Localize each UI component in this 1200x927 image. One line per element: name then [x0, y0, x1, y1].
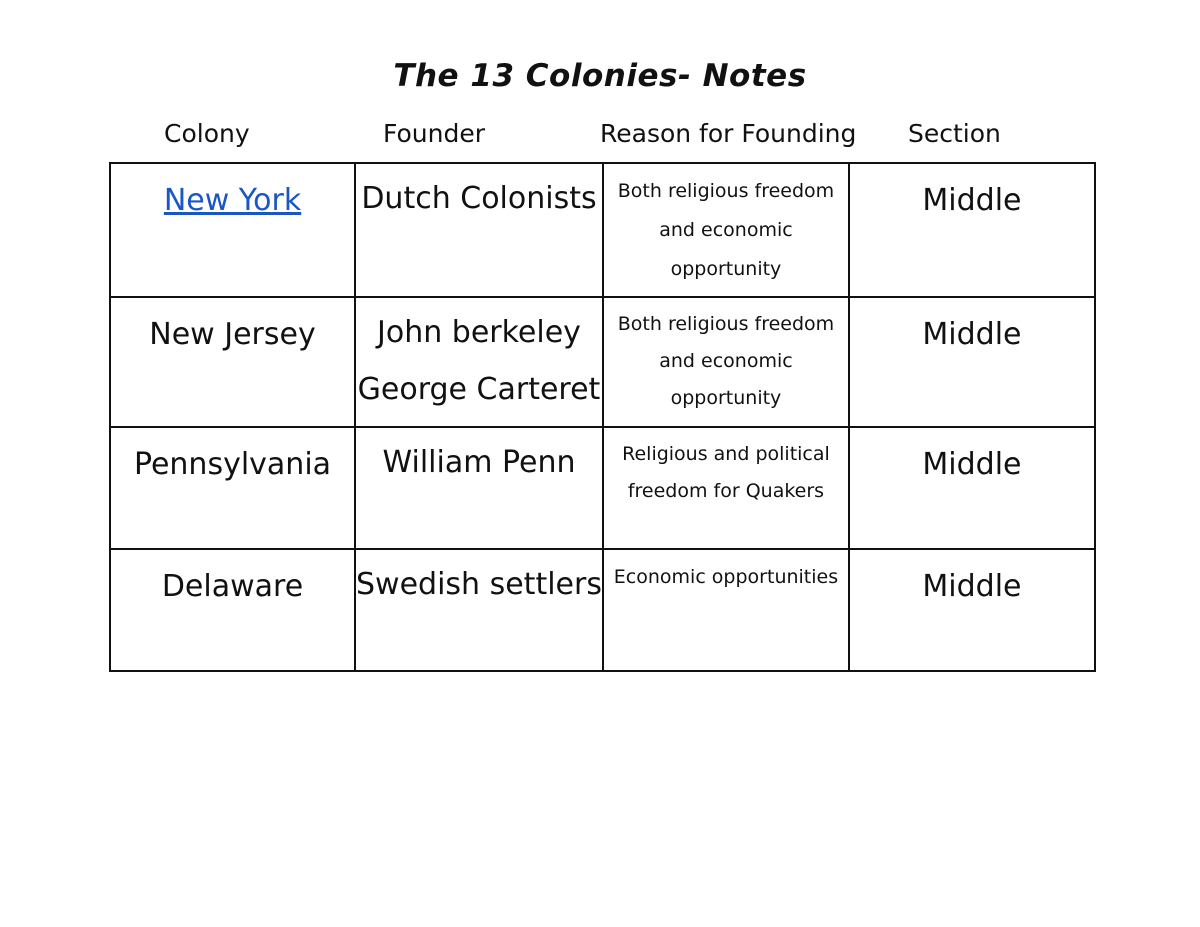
- reason-cell: [603, 297, 849, 427]
- column-headers: [0, 119, 1200, 159]
- founder-cell: [355, 549, 603, 671]
- reason-cell: [603, 549, 849, 671]
- table-row: [110, 549, 1095, 671]
- header-section: Section: [908, 119, 1001, 148]
- table-row: [110, 427, 1095, 549]
- table-row: [110, 297, 1095, 427]
- colony-name: Delaware: [161, 569, 304, 604]
- colony-name: Pennsylvania: [133, 447, 332, 482]
- founder-cell: [355, 297, 603, 427]
- founder-name: George Carteret: [357, 372, 601, 407]
- section-cell: [849, 427, 1095, 549]
- header-founder: Founder: [383, 119, 486, 148]
- colony-link-new-york[interactable]: New York: [163, 183, 302, 218]
- founder-name: Swedish settlers: [356, 567, 602, 602]
- reason-text: Both religious freedom and economic opportunity: [617, 313, 835, 409]
- colony-cell: [110, 297, 355, 427]
- founder-cell: [355, 427, 603, 549]
- section-text: Middle: [922, 183, 1022, 218]
- section-text: Middle: [922, 447, 1022, 482]
- table-row: [110, 163, 1095, 297]
- colony-cell: [110, 163, 355, 297]
- section-cell: [849, 297, 1095, 427]
- reason-cell: [603, 163, 849, 297]
- colony-name: New Jersey: [149, 317, 316, 352]
- colony-cell: [110, 549, 355, 671]
- founder-name: William Penn: [382, 445, 576, 480]
- reason-cell: [603, 427, 849, 549]
- page-title: The 13 Colonies- Notes: [393, 58, 807, 94]
- section-cell: [849, 163, 1095, 297]
- colonies-table: [109, 162, 1096, 672]
- founder-cell: [355, 163, 603, 297]
- section-cell: [849, 549, 1095, 671]
- section-text: Middle: [922, 317, 1022, 352]
- founder-name: John berkeley: [377, 315, 581, 350]
- colony-cell: [110, 427, 355, 549]
- reason-text: Both religious freedom and economic opportunity: [617, 180, 835, 280]
- section-text: Middle: [922, 569, 1022, 604]
- founder-name: Dutch Colonists: [361, 181, 597, 216]
- header-colony: Colony: [164, 119, 250, 148]
- reason-text: Economic opportunities: [613, 566, 839, 588]
- header-reason: Reason for Founding: [600, 119, 857, 148]
- reason-text: Religious and political freedom for Quakers: [622, 443, 830, 502]
